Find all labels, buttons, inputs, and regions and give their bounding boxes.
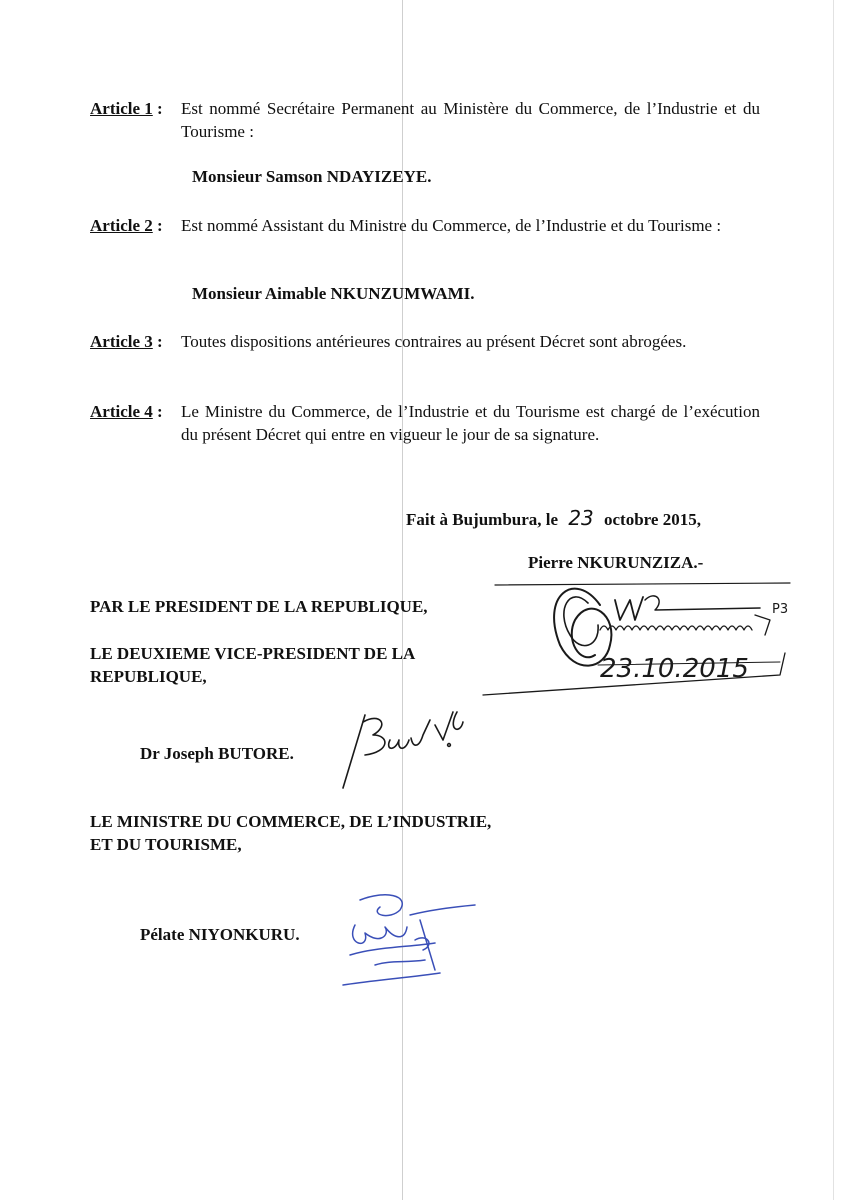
handwritten-day: 23 — [568, 506, 594, 530]
article-2-text: Est nommé Assistant du Ministre du Commerce, de l’Industrie et du Tourisme : — [181, 216, 722, 235]
article-3-label: Article 3 — [90, 332, 153, 351]
article-4-text: Le Ministre du Commerce, de l’Industrie et du Tourisme est chargé de l’exécution du présent Décret qui entre en vigueur le jour de sa signature. — [181, 402, 760, 444]
president-sig-date: 23.10.2015 — [600, 654, 749, 684]
place-date-line — [406, 507, 701, 531]
article-1-text: Est nommé Secrétaire Permanent au Ministère du Commerce, de l’Industrie et du Tourisme : — [181, 99, 760, 141]
vice-president-signature — [335, 700, 475, 795]
article-2-label: Article 2 — [90, 216, 153, 235]
article-1: Article 1 : Est nommé Secrétaire Permanent au Ministère du Commerce, de l’Industrie et du Tourisme : — [90, 99, 760, 141]
minister-signature — [335, 885, 480, 993]
heading-par-le-president: PAR LE PRESIDENT DE LA REPUBLIQUE, — [90, 597, 428, 616]
minister-name: Pélate NIYONKURU. — [140, 925, 300, 944]
article-1-nominee: Monsieur Samson NDAYIZEYE. — [192, 167, 432, 186]
place-date-suffix: octobre 2015, — [604, 510, 701, 529]
vice-president-name: Dr Joseph BUTORE. — [140, 744, 294, 763]
president-name: Pierre NKURUNZIZA.- — [528, 553, 704, 572]
heading-vice-president-line2: REPUBLIQUE, — [90, 667, 207, 686]
article-2: Article 2 : Est nommé Assistant du Ministre du Commerce, de l’Industrie et du Tourisme : — [90, 214, 760, 237]
article-4: Article 4 : Le Ministre du Commerce, de l’Industrie et du Tourisme est chargé de l’exécution du présent Décret qui entre en vigueur le jour de sa signature. — [90, 402, 760, 444]
president-signature — [480, 575, 810, 700]
article-3: Article 3 : Toutes dispositions antérieures contraires au présent Décret sont abrogées. — [90, 330, 760, 353]
article-1-label: Article 1 — [90, 99, 153, 118]
article-3-text: Toutes dispositions antérieures contraires au présent Décret sont abrogées. — [181, 332, 687, 351]
place-date-prefix: Fait à Bujumbura, le — [406, 510, 559, 529]
heading-vice-president-line1: LE DEUXIEME VICE-PRESIDENT DE LA — [90, 644, 416, 663]
heading-ministre-line1: LE MINISTRE DU COMMERCE, DE L’INDUSTRIE, — [90, 812, 492, 831]
page-edge-line — [833, 0, 834, 1200]
article-4-label: Article 4 — [90, 402, 153, 421]
heading-ministre-line2: ET DU TOURISME, — [90, 835, 242, 854]
president-sig-mark: P3 — [772, 602, 789, 617]
article-2-nominee: Monsieur Aimable NKUNZUMWAMI. — [192, 284, 475, 303]
